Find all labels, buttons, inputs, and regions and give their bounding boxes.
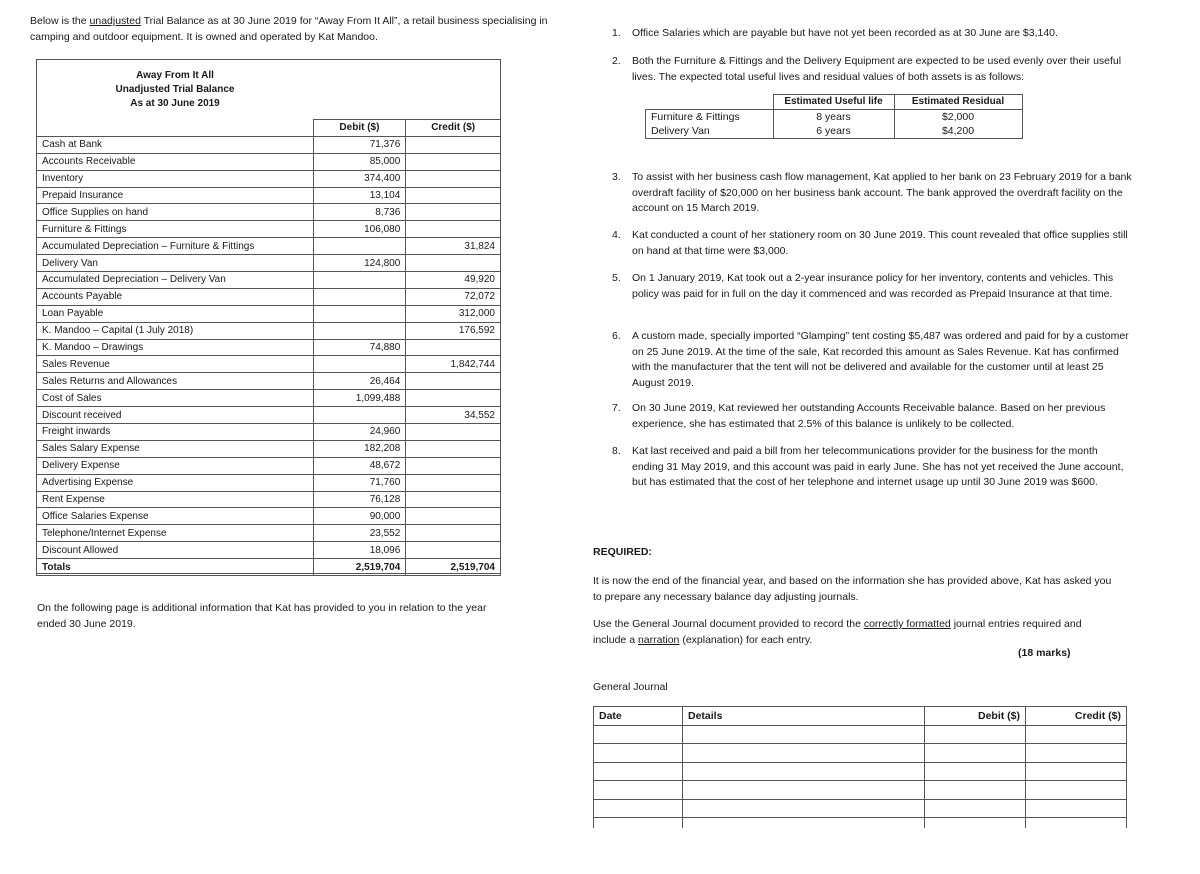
- journal-date-cell[interactable]: [594, 799, 683, 818]
- account-name: Telephone/Internet Expense: [37, 525, 314, 542]
- debit-value: 24,960: [313, 424, 406, 441]
- debit-value: 18,096: [313, 542, 406, 559]
- debit-value: [313, 272, 406, 289]
- table-row: [37, 187, 501, 204]
- totals-credit: 2,519,704: [406, 559, 501, 576]
- item-number: 7.: [612, 402, 621, 414]
- account-name: Sales Revenue: [37, 356, 314, 373]
- item-text: On 30 June 2019, Kat reviewed her outstanding Accounts Receivable balance. Based on her previous experience, she has estimated that 2.5% of this balance is unlikely to be collected.: [632, 402, 1106, 430]
- journal-credit-cell[interactable]: [1026, 781, 1127, 800]
- table-row: [37, 542, 501, 559]
- trial-balance-heading: [37, 60, 313, 111]
- credit-value: 49,920: [406, 272, 501, 289]
- table-row: [37, 136, 501, 153]
- list-item: [612, 170, 1132, 217]
- account-name: Rent Expense: [37, 491, 314, 508]
- following-page-note: On the following page is additional information that Kat has provided to you in relation to the year ended 30 June 2019.: [37, 602, 487, 630]
- table-row: [37, 204, 501, 221]
- table-row: [37, 339, 501, 356]
- item-text: Office Salaries which are payable but have not yet been recorded as at 30 June are $3,140.: [632, 27, 1058, 39]
- journal-details-cell[interactable]: [683, 799, 925, 818]
- credit-value: [406, 136, 501, 153]
- credit-value: [406, 390, 501, 407]
- table-row: [37, 322, 501, 339]
- credit-value: 1,842,744: [406, 356, 501, 373]
- totals-row: [37, 559, 501, 576]
- table-row: [37, 170, 501, 187]
- item-text: Kat last received and paid a bill from her telecommunications provider for the business for the month ending 31 May 2019, and this account was paid in early June. She has not yet received the June account, but has estimated that the cost of her telephone and internet usage up until 30 June 2019 was $600.: [632, 445, 1124, 488]
- table-row: [37, 424, 501, 441]
- journal-row[interactable]: [594, 762, 1127, 781]
- trial-balance-table: [36, 119, 501, 576]
- credit-value: [406, 440, 501, 457]
- journal-row[interactable]: [594, 818, 1127, 829]
- journal-debit-cell[interactable]: [925, 781, 1026, 800]
- item-number: 8.: [612, 445, 621, 457]
- account-name: Discount received: [37, 407, 314, 424]
- tb-subtitle: Unadjusted Trial Balance: [115, 84, 235, 95]
- account-name: Cost of Sales: [37, 390, 314, 407]
- journal-debit-cell[interactable]: [925, 818, 1026, 829]
- item-number: 4.: [612, 229, 621, 241]
- journal-details-cell[interactable]: [683, 725, 925, 744]
- journal-debit-cell[interactable]: [925, 725, 1026, 744]
- credit-value: [406, 508, 501, 525]
- debit-value: 23,552: [313, 525, 406, 542]
- item-number: 1.: [612, 27, 621, 39]
- debit-value: [313, 288, 406, 305]
- table-row: [37, 373, 501, 390]
- account-name: Prepaid Insurance: [37, 187, 314, 204]
- account-name: Inventory: [37, 170, 314, 187]
- account-name: Discount Allowed: [37, 542, 314, 559]
- table-row: [37, 238, 501, 255]
- table-row: [646, 110, 1023, 125]
- journal-row[interactable]: [594, 725, 1127, 744]
- account-name: Furniture & Fittings: [37, 221, 314, 238]
- credit-value: [406, 457, 501, 474]
- list-item: [612, 401, 1132, 432]
- gj-header-debit: Debit ($): [925, 707, 1026, 726]
- item-number: 2.: [612, 55, 621, 67]
- item-number: 5.: [612, 272, 621, 284]
- table-row: [37, 221, 501, 238]
- table-row: [37, 508, 501, 525]
- account-name: Advertising Expense: [37, 474, 314, 491]
- gj-header-details: Details: [683, 707, 925, 726]
- journal-details-cell[interactable]: [683, 818, 925, 829]
- table-row: [37, 288, 501, 305]
- account-name: Cash at Bank: [37, 136, 314, 153]
- debit-value: 182,208: [313, 440, 406, 457]
- credit-value: 312,000: [406, 305, 501, 322]
- credit-value: [406, 542, 501, 559]
- table-row: [37, 491, 501, 508]
- credit-value: [406, 153, 501, 170]
- list-item: [612, 271, 1132, 302]
- lives-header-useful: Estimated Useful life: [773, 95, 894, 110]
- table-row: [37, 356, 501, 373]
- list-item: [612, 26, 1132, 42]
- useful-life: 8 years: [773, 110, 894, 125]
- item-number: 6.: [612, 330, 621, 342]
- list-item: [612, 444, 1132, 491]
- debit-value: 26,464: [313, 373, 406, 390]
- account-name: K. Mandoo – Capital (1 July 2018): [37, 322, 314, 339]
- journal-date-cell[interactable]: [594, 744, 683, 763]
- table-row: [37, 474, 501, 491]
- credit-value: [406, 474, 501, 491]
- debit-value: 374,400: [313, 170, 406, 187]
- credit-value: [406, 255, 501, 272]
- debit-value: [313, 356, 406, 373]
- table-row: [37, 407, 501, 424]
- debit-value: 85,000: [313, 153, 406, 170]
- asset-name: Delivery Van: [646, 124, 774, 139]
- debit-value: [313, 305, 406, 322]
- journal-credit-cell[interactable]: [1026, 762, 1127, 781]
- credit-value: 31,824: [406, 238, 501, 255]
- journal-row[interactable]: [594, 744, 1127, 763]
- debit-value: [313, 322, 406, 339]
- journal-debit-cell[interactable]: [925, 744, 1026, 763]
- tb-date: As at 30 June 2019: [130, 98, 220, 109]
- journal-debit-cell[interactable]: [925, 762, 1026, 781]
- credit-value: [406, 525, 501, 542]
- gj-header-date: Date: [594, 707, 683, 726]
- account-name: Accounts Receivable: [37, 153, 314, 170]
- credit-value: 34,552: [406, 407, 501, 424]
- journal-credit-cell[interactable]: [1026, 744, 1127, 763]
- journal-debit-cell[interactable]: [925, 799, 1026, 818]
- useful-life: 6 years: [773, 124, 894, 139]
- account-name: Office Salaries Expense: [37, 508, 314, 525]
- journal-date-cell[interactable]: [594, 781, 683, 800]
- debit-value: 1,099,488: [313, 390, 406, 407]
- item-text: Both the Furniture & Fittings and the Delivery Equipment are expected to be used evenly over their useful lives. The expected total useful lives and residual values of both assets is as follows:: [632, 55, 1122, 83]
- credit-value: [406, 187, 501, 204]
- table-row: [37, 153, 501, 170]
- account-name: Sales Returns and Allowances: [37, 373, 314, 390]
- journal-date-cell[interactable]: [594, 818, 683, 829]
- account-name: Freight inwards: [37, 424, 314, 441]
- debit-value: [313, 407, 406, 424]
- account-name: Accumulated Depreciation – Furniture & Fittings: [37, 238, 314, 255]
- lives-header-residual: Estimated Residual: [894, 95, 1022, 110]
- table-row: [37, 457, 501, 474]
- account-name: K. Mandoo – Drawings: [37, 339, 314, 356]
- journal-row[interactable]: [594, 781, 1127, 800]
- list-item: [612, 329, 1132, 391]
- item-text: A custom made, specially imported “Glamping” tent costing $5,487 was ordered and paid for by a customer on 25 June 2019. At the time of the sale, Kat recorded this amount as Sales Revenue. Kat has confirmed with the manufacturer that the tent will not be delivered and available for the customer until at least 25 August 2019.: [632, 330, 1129, 389]
- debit-value: 48,672: [313, 457, 406, 474]
- debit-value: [313, 238, 406, 255]
- debit-value: 124,800: [313, 255, 406, 272]
- intro-text: Below is the unadjusted Trial Balance as at 30 June 2019 for “Away From It All”, a retail business specialising in camping and outdoor equipment. It is owned and operated by Kat Mandoo.: [30, 15, 548, 43]
- totals-label: Totals: [37, 559, 314, 576]
- list-item: [612, 228, 1132, 259]
- tb-debit-header: Debit ($): [313, 120, 406, 137]
- table-row: [37, 305, 501, 322]
- item-text: On 1 January 2019, Kat took out a 2-year insurance policy for her inventory, contents and vehicles. This policy was paid for in full on the day it commenced and was recorded as Prepaid Insurance at that time.: [632, 272, 1114, 300]
- useful-lives-table: [645, 94, 1023, 139]
- tb-title: Away From It All: [136, 70, 214, 81]
- account-name: Accounts Payable: [37, 288, 314, 305]
- debit-value: 8,736: [313, 204, 406, 221]
- debit-value: 76,128: [313, 491, 406, 508]
- credit-value: [406, 491, 501, 508]
- credit-value: [406, 339, 501, 356]
- credit-value: [406, 373, 501, 390]
- debit-value: 71,376: [313, 136, 406, 153]
- gj-header-credit: Credit ($): [1026, 707, 1127, 726]
- journal-details-cell[interactable]: [683, 744, 925, 763]
- debit-value: 13,104: [313, 187, 406, 204]
- journal-credit-cell[interactable]: [1026, 725, 1127, 744]
- item-number: 3.: [612, 171, 621, 183]
- residual-value: $2,000: [894, 110, 1022, 125]
- account-name: Delivery Van: [37, 255, 314, 272]
- credit-value: [406, 204, 501, 221]
- item-text: Kat conducted a count of her stationery room on 30 June 2019. This count revealed that office supplies still on hand at that time were $3,000.: [632, 229, 1128, 257]
- residual-value: $4,200: [894, 124, 1022, 139]
- table-row: [37, 525, 501, 542]
- account-name: Loan Payable: [37, 305, 314, 322]
- required-paragraph: It is now the end of the financial year, and based on the information she has provided above, Kat has asked you to prepare any necessary balance day adjusting journals.: [593, 575, 1112, 603]
- account-name: Office Supplies on hand: [37, 204, 314, 221]
- asset-name: Furniture & Fittings: [646, 110, 774, 125]
- required-instructions: Use the General Journal document provided to record the correctly formatted journal entries required and include a narration (explanation) for each entry.: [593, 618, 1082, 646]
- journal-date-cell[interactable]: [594, 725, 683, 744]
- account-name: Delivery Expense: [37, 457, 314, 474]
- credit-value: 72,072: [406, 288, 501, 305]
- required-heading: REQUIRED:: [593, 546, 652, 558]
- list-item: [612, 54, 1132, 85]
- item-text: To assist with her business cash flow management, Kat applied to her bank on 23 February 2019 for a bank overdraft facility of $20,000 on her business bank account. The bank approved the overdraft facility on the account on 15 March 2019.: [632, 171, 1132, 214]
- credit-value: 176,592: [406, 322, 501, 339]
- credit-value: [406, 221, 501, 238]
- journal-details-cell[interactable]: [683, 762, 925, 781]
- journal-date-cell[interactable]: [594, 762, 683, 781]
- marks: (18 marks): [1018, 647, 1071, 659]
- credit-value: [406, 424, 501, 441]
- tb-credit-header: Credit ($): [406, 120, 501, 137]
- credit-value: [406, 170, 501, 187]
- account-name: Accumulated Depreciation – Delivery Van: [37, 272, 314, 289]
- journal-details-cell[interactable]: [683, 781, 925, 800]
- totals-debit: 2,519,704: [313, 559, 406, 576]
- debit-value: 71,760: [313, 474, 406, 491]
- table-row: [37, 255, 501, 272]
- general-journal-table: [593, 706, 1127, 828]
- journal-credit-cell[interactable]: [1026, 799, 1127, 818]
- general-journal-title: General Journal: [593, 681, 668, 693]
- debit-value: 90,000: [313, 508, 406, 525]
- table-row: [37, 272, 501, 289]
- table-row: [37, 440, 501, 457]
- debit-value: 74,880: [313, 339, 406, 356]
- journal-row[interactable]: [594, 799, 1127, 818]
- journal-credit-cell[interactable]: [1026, 818, 1127, 829]
- table-row: [37, 390, 501, 407]
- account-name: Sales Salary Expense: [37, 440, 314, 457]
- debit-value: 106,080: [313, 221, 406, 238]
- table-row: [646, 124, 1023, 139]
